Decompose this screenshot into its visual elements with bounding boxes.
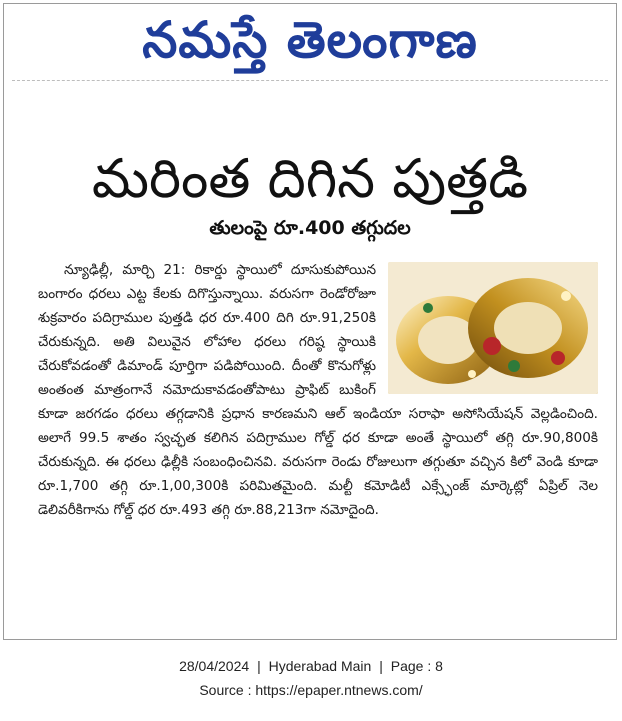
- source-line: Source : https://epaper.ntnews.com/: [199, 682, 423, 698]
- jewelry-photo: [388, 262, 598, 394]
- footer-separator: |: [257, 658, 261, 674]
- page-number: Page : 8: [390, 658, 443, 674]
- masthead-divider: [12, 80, 608, 81]
- article-paragraph: న్యూఢిల్లీ, మార్చి 21: రికార్డు స్థాయిలో దూసుకుపోయిన బంగారం ధరలు ఎట్ట కేలకు దిగొస్తున్నాయి. వరుసగా రెండోరోజూ శుక్రవారం పదిగ్రాముల పుత్తడి ధర రూ.400 దిగి రూ.91,250కి చేరుకున్నది. అతి విలువైన లోహాల ధరలు గరిష్ఠ స్థాయికి చేరుకోవడంతో డిమాండ్ పూర్తిగా పడిపోయింది. దీంతో కొనుగోళ్లు అంతంత మాత్రంగానే నమోదుకావడంతోపాటు ప్రాఫిట్ బుకింగ్ కూడా జరగడం ధరలు తగ్గడానికి ప్రధాన కారణమని ఆల్ ఇండియా సరాఫా అసోసియేషన్ వెల్లడించింది. అలాగే 99.5 శాతం స్వచ్ఛత కలిగిన పదిగ్రాముల గోల్డ్ ధర కూడా అంతే స్థాయిలో తగ్గి రూ.90,800కి చేరుకున్నది. ఈ ధరలు ఢిల్లీకి సంబంధించినవి. వరుసగా రెండు రోజులుగా తగ్గుతూ వచ్చిన కిలో వెండి కూడా రూ.1,700 తగ్గి రూ.1,00,300కి పరిమితమైంది. మల్టీ కమోడిటీ ఎక్స్ఛేంజ్ మార్కెట్లో ఏప్రిల్ నెల డెలివరీకిగాను గోల్డ్ ధర రూ.493 తగ్గి రూ.88,213గా నమోదైంది.: [38, 262, 598, 518]
- footer-separator: |: [379, 658, 383, 674]
- edition-name: Hyderabad Main: [268, 658, 372, 674]
- gold-bangles-image: [388, 262, 598, 394]
- publish-date: 28/04/2024: [179, 658, 250, 674]
- article-headline: మరింత దిగిన పుత్తడి: [91, 147, 529, 210]
- article-body-block: [38, 258, 598, 522]
- footer-meta-line: [0, 654, 622, 678]
- newspaper-masthead: నమస్తే తెలంగాణ: [142, 10, 478, 69]
- article-subheadline: తులంపై రూ.400 తగ్గుదల: [209, 217, 411, 239]
- newspaper-clipping: [3, 3, 617, 640]
- clipping-footer: [0, 654, 622, 702]
